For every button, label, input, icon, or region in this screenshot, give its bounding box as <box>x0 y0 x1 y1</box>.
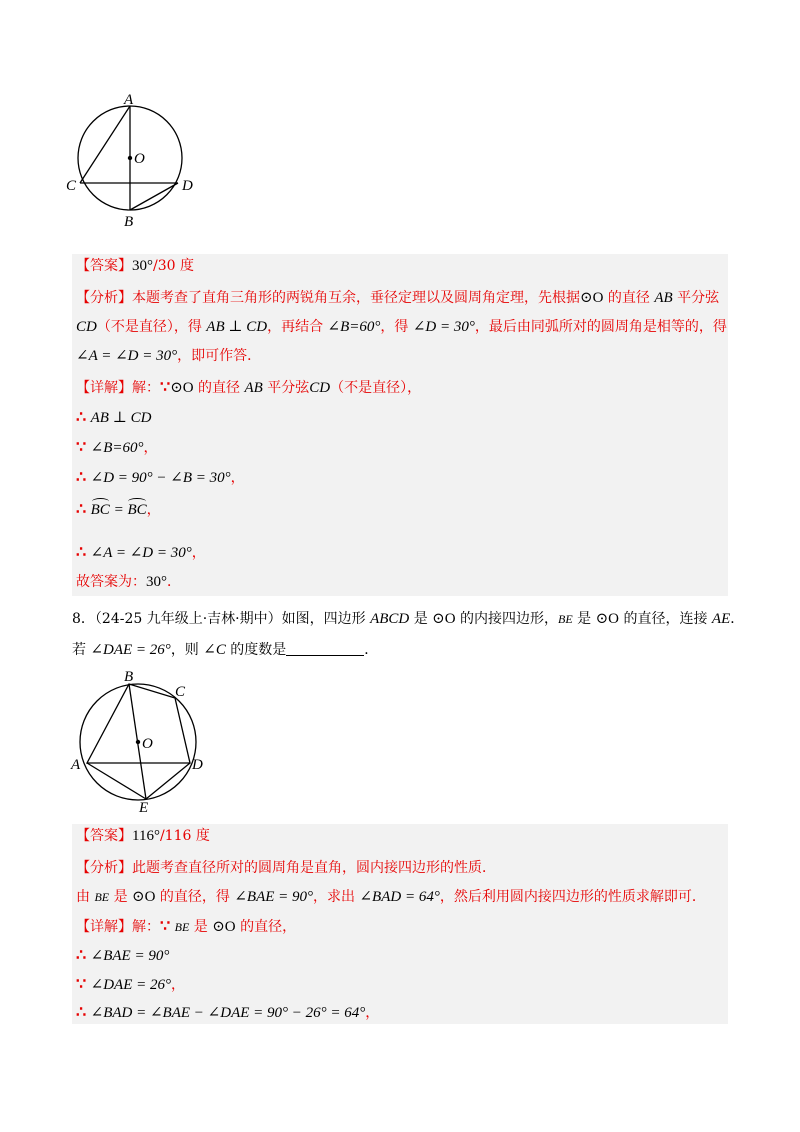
step-line-1: ∴ ∠BAE = 90° <box>76 945 170 964</box>
detail-line-1: 【详解】解：∵ BE 是 ⊙O 的直径， <box>76 916 297 935</box>
analysis-line-3: ∠A = ∠D = 30°，即可作答． <box>76 348 262 364</box>
label-o: O <box>134 151 145 167</box>
chord-bd <box>130 183 178 210</box>
label-c: C <box>66 178 77 194</box>
center-dot <box>136 740 140 744</box>
answer-panel-8 <box>72 824 728 1024</box>
analysis-line-1: 【分析】此题考查直径所对的圆周角是直角，圆内接四边形的性质． <box>76 860 496 876</box>
answer-line: 【答案】116°/116 度 <box>76 828 210 844</box>
answer-tag: 【答案】 <box>76 258 132 274</box>
question-8-line-2: 若 ∠DAE = 26°，则 ∠C 的度数是 ． <box>72 642 379 658</box>
circle-figure-2 <box>62 668 222 813</box>
step-line-2: ∵ ∠DAE = 26°， <box>76 974 185 993</box>
step-line-3: ∴ ∠BAD = ∠BAE − ∠DAE = 90° − 26° = 64°， <box>76 1002 380 1021</box>
step-line-4: ∴ BC = BC， <box>76 499 161 518</box>
step-line-2: ∵ ∠B=60°， <box>76 437 158 456</box>
question-8-line-1: 8．（24-25 九年级上·吉林·期中）如图，四边形 ABCD 是 ⊙O 的内接四边形，BE 是 ⊙O 的直径，连接 AE． <box>72 611 745 627</box>
analysis-line-2: 由 BE 是 ⊙O 的直径，得 ∠BAE = 90°，求出 ∠BAD = 64°，然后利用圆内接四边形的性质求解即可． <box>76 889 706 905</box>
analysis-line-1: 【分析】本题考查了直角三角形的两锐角互余，垂径定理以及圆周角定理，先根据⊙O 的直径 AB 平分弦 <box>76 290 720 306</box>
label-a: A <box>124 92 134 108</box>
chord-ac <box>80 106 130 183</box>
analysis-line-2: CD（不是直径），得 AB ⊥ CD，再结合 ∠B=60°，得 ∠D = 30°，最后由同弧所对的圆周角是相等的，得 <box>76 319 727 335</box>
label-d: D <box>182 178 193 194</box>
label-c: C <box>175 684 186 700</box>
detail-line-1: 【详解】解：∵⊙O 的直径 AB 平分弦CD（不是直径）， <box>76 377 422 396</box>
label-a: A <box>71 757 81 773</box>
center-dot <box>128 156 132 160</box>
label-o: O <box>142 736 153 752</box>
step-line-3: ∴ ∠D = 90° − ∠B = 30°， <box>76 467 245 486</box>
answer-panel-7 <box>72 254 728 596</box>
answer-unit: /30 度 <box>153 258 194 274</box>
label-b: B <box>124 214 134 227</box>
answer-line <box>76 256 194 276</box>
circle-figure-1 <box>60 92 210 227</box>
final-answer-line: 故答案为：30°． <box>76 574 181 590</box>
segment-de <box>146 763 190 799</box>
label-e: E <box>139 800 149 813</box>
step-line-5: ∴ ∠A = ∠D = 30°， <box>76 542 206 561</box>
answer-blank[interactable] <box>286 641 364 656</box>
label-d: D <box>192 757 203 773</box>
label-b: B <box>124 669 134 685</box>
answer-value: 30° <box>132 258 153 274</box>
step-line-1: ∴ AB ⊥ CD <box>76 407 152 426</box>
